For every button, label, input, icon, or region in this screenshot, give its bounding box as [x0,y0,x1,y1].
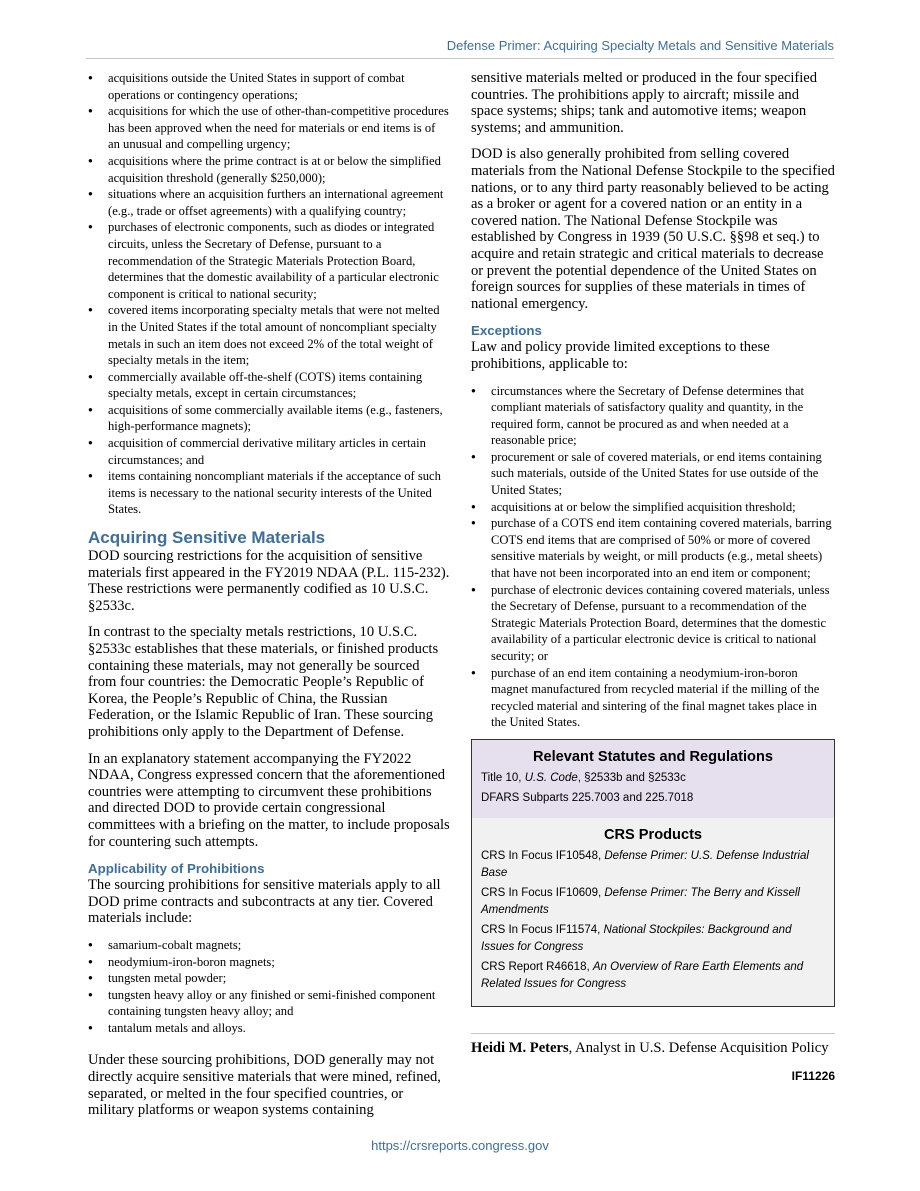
crs-products-panel [472,818,834,1006]
materials-list [88,937,450,1037]
product-item: CRS In Focus IF11574, National Stockpiles: Background and Issues for Congress [481,923,792,953]
related-resources-box [471,739,835,1007]
paragraph: sensitive materials melted or produced in the four specified countries. The prohibitions apply to aircraft; missile and space systems; ships; tank and automotive items; weapon systems; and ammunition. [471,70,818,136]
statute-item: Title 10, U.S. Code, §2533b and §2533c [481,771,686,784]
list-item: ● samarium-cobalt magnets; [88,937,450,954]
list-item: ● acquisitions where the prime contract is at or below the simplified acquisition threshold (generally $250,000); [88,153,450,186]
footer-url: https://crsreports.congress.gov [371,1138,549,1153]
right-column [471,70,835,1083]
exceptions-list [88,70,450,518]
exceptions-list [471,383,835,731]
list-item: ● procurement or sale of covered materials, or end items containing such materials, outside of the United States for use outside of the United States; [471,449,835,499]
list-item: ● commercially available off-the-shelf (COTS) items containing specialty metals, except in certain circumstances; [88,369,450,402]
product-item: CRS In Focus IF10548, Defense Primer: U.S. Defense Industrial Base [481,849,809,879]
running-header: Defense Primer: Acquiring Specialty Metals and Sensitive Materials [446,38,834,53]
list-item: ● circumstances where the Secretary of Defense determines that compliant materials of satisfactory quality and quantity, in the required form, cannot be procured as and when needed at a reasonable price; [471,383,835,449]
list-item: ● tungsten heavy alloy or any finished or semi-finished component containing tungsten heavy alloy; and [88,987,450,1020]
left-column [88,70,450,1119]
list-item: ● covered items incorporating specialty metals that were not melted in the United States if the total amount of noncompliant specialty metals in such an item does not exceed 2% of the total weight of specialty metals in the item; [88,302,450,368]
products-title: CRS Products [603,826,703,843]
product-item: CRS In Focus IF10609, Defense Primer: The Berry and Kissell Amendments [481,886,800,916]
header-divider [86,58,834,59]
paragraph: DOD is also generally prohibited from selling covered materials from the National Defense Stockpile to the specified nations, or to any third party reasonably believed to be acting as a broker or agent for a covered nation or an entity in a covered nation. The National Defense Stockpile was established by Congress in 1939 (50 U.S.C. §§98 et seq.) to acquire and retain strategic and critical materials to decrease or prevent the potential dependence of the United States on foreign sources for supplies of these materials in times of national emergency. [471,146,835,312]
list-item: ● acquisition of commercial derivative military articles in certain circumstances; and [88,435,450,468]
list-item: ● situations where an acquisition furthers an international agreement (e.g., trade or offset agreements) with a qualifying country; [88,186,450,219]
list-item: ● tantalum metals and alloys. [88,1020,450,1037]
list-item: ● purchase of electronic devices containing covered materials, unless the Secretary of Defense, pursuant to a recommendation of the Strategic Materials Protection Board, determines that the domestic availability of a particular electronic device is critical to national security; or [471,582,835,665]
statute-item: DFARS Subparts 225.7003 and 225.7018 [481,791,694,804]
paragraph: Law and policy provide limited exceptions to these prohibitions, applicable to: [471,339,770,372]
list-item: ● neodymium-iron-boron magnets; [88,954,450,971]
paragraph: DOD sourcing restrictions for the acquisition of sensitive materials first appeared in the FY2019 NDAA (P.L. 115-232). These restrictions were permanently codified as 10 U.S.C. §2533c. [88,548,450,614]
section-heading: Acquiring Sensitive Materials [88,528,326,548]
paragraph: Under these sourcing prohibitions, DOD generally may not directly acquire sensitive materials that were mined, refined, separated, or melted in the four specified countries, or military platforms or weapon systems containing [88,1052,441,1119]
product-item: CRS Report R46618, An Overview of Rare Earth Elements and Related Issues for Congress [481,960,804,990]
list-item: ● acquisitions for which the use of other-than-competitive procedures has been approved when the need for materials or end items is of an unusual and compelling urgency; [88,103,450,153]
list-item: ● tungsten metal powder; [88,970,450,987]
paragraph: In contrast to the specialty metals restrictions, 10 U.S.C. §2533c establishes that these materials, or finished products containing these materials, may not generally be sourced from four countries: the Democratic People’s Republic of Korea, the People’s Republic of China, the Russian Federation, or the Islamic Republic of Iran. These sourcing prohibitions only apply to the Department of Defense. [88,624,439,740]
list-item: ● acquisitions outside the United States in support of combat operations or contingency operations; [88,70,450,103]
list-item: ● acquisitions of some commercially available items (e.g., fasteners, high-performance magnets); [88,402,450,435]
subheading: Applicability of Prohibitions [88,861,265,877]
document-id: IF11226 [791,1068,835,1083]
list-item: ● items containing noncompliant materials if the acceptance of such items is necessary to the national security interests of the United States. [88,468,450,518]
paragraph: The sourcing prohibitions for sensitive materials apply to all DOD prime contracts and subcontracts at any tier. Covered materials include: [88,877,441,927]
paragraph: In an explanatory statement accompanying the FY2022 NDAA, Congress expressed concern that the aforementioned countries were attempting to circumvent these prohibitions and directed DOD to provide certain congressional committees with a briefing on the matter, to include proposals for countering such attempts. [88,750,450,850]
statutes-title: Relevant Statutes and Regulations [532,748,774,765]
list-item: ● purchase of a COTS end item containing covered materials, barring COTS end items that are comprised of 50% or more of covered sensitive materials by weight, or mill products (e.g., metal sheets) that have not been incorporated into an end item or component; [471,515,835,581]
list-item: ● acquisitions at or below the simplified acquisition threshold; [471,499,835,516]
author-line: Heidi M. Peters, Analyst in U.S. Defense Acquisition Policy [471,1039,829,1056]
statutes-panel [472,740,834,818]
list-item: ● purchase of an end item containing a neodymium-iron-boron magnet manufactured from recycled material if the milling of the recycled material and sintering of the final magnet takes place in the United States. [471,665,835,731]
subheading: Exceptions [471,323,542,339]
author-divider [471,1033,835,1034]
list-item: ● purchases of electronic components, such as diodes or integrated circuits, unless the Secretary of Defense, pursuant to a recommendation of the Strategic Materials Protection Board, determines that the domestic availability of a particular electronic component is critical to national security; [88,219,450,302]
